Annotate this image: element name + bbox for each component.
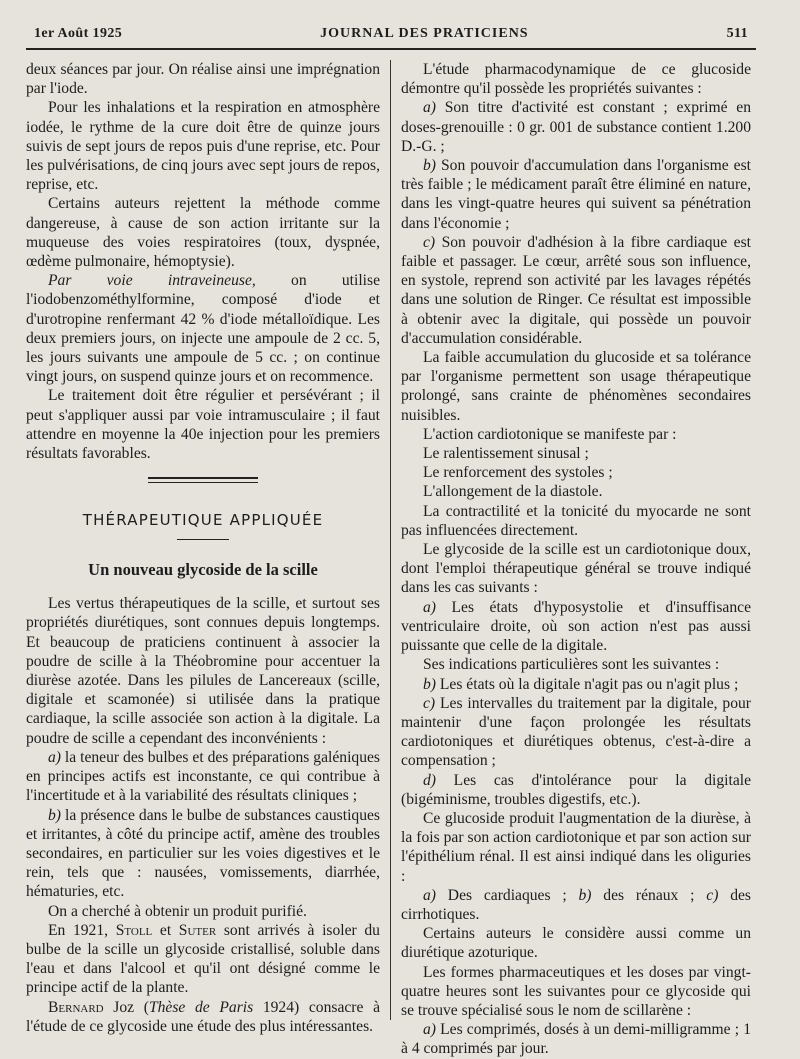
list-item [26,806,380,902]
paragraph: Pour les inhalations et la respiration en atmosphère iodée, le rythme de la cure doit être de quinze jours suivis de sept jours de repos puis d'une reprise, etc. Pour les pulvérisations, de cinq jours avec sept jours de repos, reprise, etc. [26,99,380,194]
paragraph-text: on utilise l'iodobenzométhylformine, composé d'iode et d'urotropine renfermant 42 % d'iode métalloïdique. Les deux premiers jours, on injecte une ampoule de 2 cc. 5, les jours suivants une ampoule de 5 cc. ; on continue vingt jours, on suspend quinze jours et on recommence. [26,272,380,386]
title-rule [177,539,229,540]
paragraph: Ce glucoside produit l'augmentation de la diurèse, à la fois par son action cardiotonique et par son action sur l'épithélium rénal. Il est ainsi indiqué dans les oliguries : [401,809,751,885]
header-date: 1er Août 1925 [34,26,123,41]
item-marker: b) [578,886,592,904]
paragraph [26,998,380,1036]
paragraph: L'étude pharmacodynamique de ce glucoside démontre qu'il possède les propriétés suivantes : [401,61,751,98]
author-name: Stoll [115,921,153,939]
paragraph [26,271,380,386]
list-item [401,233,751,348]
item-marker: a) [48,748,61,766]
left-column [26,60,386,1059]
list-item [401,771,751,809]
item-text: Son pouvoir d'accumulation dans l'organisme est très faible ; le médicament paraît être éliminé en nature, dans les vingt-quatre heures qui suivent sa pénétration dans l'économie ; [401,157,751,232]
list-item: L'allongement de la diastole. [423,483,603,501]
item-marker: a) [423,1021,436,1039]
paragraph: La faible accumulation du glucoside et sa tolérance par l'organisme permettent son usage thérapeutique prolongé, sans crainte de phénomènes secondaires nuisibles. [401,349,751,424]
item-marker: b) [48,806,61,824]
item-text: Son titre d'activité est constant ; exprimé en doses-grenouille : 0 gr. 001 de substance contient 1.200 D.-G. ; [401,99,751,155]
item-text: la présence dans le bulbe de substances caustiques et irritantes, à côté du principe actif, amène des troubles secondaires, en particulier sur les voies digestives et le rein, tels que : nausées, vomissements, diarrhée, hématuries, etc. [26,806,380,901]
item-text: Les intervalles du traitement par la digitale, pour maintenir d'une façon prolongée les résultats cardiotoniques et diurétiques obtenus, c'est-à-dire a compensation ; [401,694,751,770]
item-marker: c) [423,694,436,712]
paragraph: Les vertus thérapeutiques de la scille, et surtout ses propriétés diurétiques, sont connues depuis longtemps. Et beaucoup de praticiens continuent à associer la poudre de scille à la Théobromine pour accentuer la diurèse azotée. Dans les pilules de Lancereaux (scille, digitale et scamonée) si utilisée dans la pratique cardiaque, la scille associée son action à la digitale. La poudre de scille a cependant des inconvénients : [26,595,380,747]
paragraph-lead: Par voie intraveineuse, [48,272,256,290]
item-text: des rénaux ; [591,886,707,904]
citation-title: Thèse de Paris [148,998,254,1016]
paragraph: Les formes pharmaceutiques et les doses par vingt-quatre heures sont les suivantes pour ce glycoside qui se trouve spécialisé sous le nom de scillarène : [401,963,751,1019]
item-marker: b) [423,157,436,175]
paragraph: Ses indications particulières sont les suivantes : [423,656,720,674]
section-title: THÉRAPEUTIQUE APPLIQUÉE [82,511,324,530]
list-item [401,694,751,771]
item-marker: a) [423,886,436,904]
author-name: Bernard [48,998,104,1016]
paragraph-text: et [152,921,179,939]
paragraph: Le glycoside de la scille est un cardiotonique doux, dont l'emploi thérapeutique général se trouve indiqué dans les cas suivants : [401,541,751,597]
item-text: Les états où la digitale n'agit pas ou n'agit plus ; [436,675,739,693]
two-column-body [26,60,756,1059]
paragraph-text: En 1921, [48,921,116,939]
paragraph: La contractilité et la tonicité du myocarde ne sont pas influencées directement. [401,502,751,539]
item-text: la teneur des bulbes et des préparations galéniques en principes actifs est inconstante, ce qui contribue à l'incertitude et à la variabilité des résultats cliniques ; [26,748,380,805]
paragraph-text: 1924) consacre à l'étude de ce glycoside une étude des plus intéressantes. [26,998,380,1035]
paragraph: On a cherché à obtenir un produit purifié. [48,902,307,920]
paragraph: deux séances par jour. On réalise ainsi une imprégnation par l'iode. [26,61,380,98]
right-column [391,60,751,1059]
list-item [401,675,751,694]
list-item [401,156,751,233]
item-text: Les états d'hyposystolie et d'insuffisance ventriculaire droite, où son action n'est pas aussi puissante que celle de la digitale. [401,598,751,655]
list-item [401,886,751,924]
item-text: Des cardiaques ; [436,886,579,904]
page-number: 511 [726,26,748,41]
page-header [26,26,756,42]
item-marker: c) [423,233,436,251]
item-marker: d) [423,771,436,789]
paragraph: L'action cardiotonique se manifeste par : [423,425,677,443]
paragraph [26,921,380,998]
paragraph: Certains auteurs le considère aussi comme un diurétique azoturique. [401,925,751,962]
item-marker: b) [423,675,436,693]
item-marker: a) [423,99,436,117]
paragraph: Le traitement doit être régulier et persévérant ; il peut s'appliquer aussi par voie intramusculaire ; il faut attendre en moyenne la 40e injection pour les premiers résultats favorables. [26,387,380,463]
header-rule [26,48,756,50]
item-marker: a) [423,598,436,616]
article-title: Un nouveau glycoside de la scille [88,560,318,580]
list-item [401,1020,751,1058]
list-item: Le renforcement des systoles ; [423,464,613,482]
author-name: Suter [178,921,217,939]
list-item [401,98,751,156]
section-separator [148,477,258,483]
item-text: Les comprimés, dosés à un demi-milligramme ; 1 à 4 comprimés par jour. [401,1021,751,1058]
item-marker: c) [706,886,719,904]
item-text: des cirrhotiques. [401,886,752,923]
list-item [26,748,380,806]
item-text: Les cas d'intolérance pour la digitale (bigéminisme, troubles digestifs, etc.). [401,771,751,808]
paragraph-text: sont arrivés à isoler du bulbe de la scille un glycoside cristallisé, soluble dans l'eau et dans l'alcool et qu'il ont désigné comme le principe actif de la plante. [26,921,380,997]
paragraph-text: Joz ( [103,998,149,1016]
list-item: Le ralentissement sinusal ; [423,445,589,463]
item-text: Son pouvoir d'adhésion à la fibre cardiaque est faible et passager. Le cœur, arrêté sous son influence, en systole, reprend son activité par les lavages répétés dans une solution de Ringer. Ce résultat est impossible à obtenir avec la digitale, qui possède un pouvoir d'accumulation considérable. [401,233,751,347]
paragraph: Certains auteurs rejettent la méthode comme dangereuse, à cause de son action irritante sur la muqueuse des voies respiratoires (toux, dyspnée, œdème pulmonaire, hémoptysie). [26,195,380,271]
journal-title: JOURNAL DES PRATICIENS [320,26,529,41]
list-item [401,598,751,656]
